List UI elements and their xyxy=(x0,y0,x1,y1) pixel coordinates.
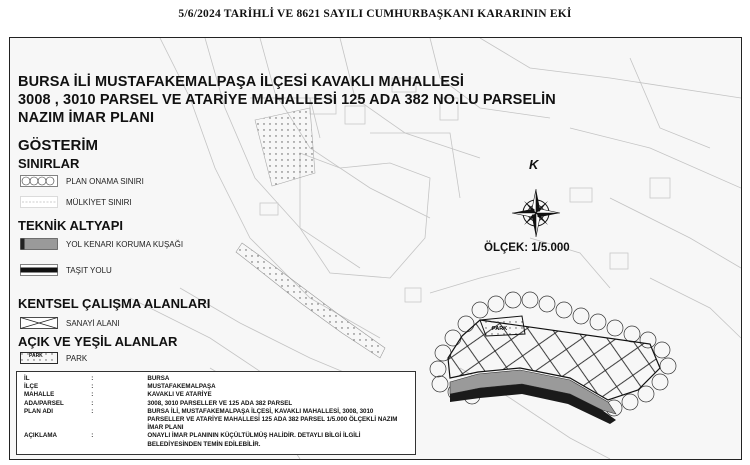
north-label: K xyxy=(529,157,539,172)
plan-info-box xyxy=(16,371,416,455)
legend-heading: GÖSTERİM xyxy=(18,137,99,154)
vehicle-road-symbol xyxy=(20,264,58,276)
park-map-label: PARK xyxy=(492,326,508,332)
info-value: 3008, 3010 PARSELLER VE 125 ADA 382 PARSEL xyxy=(147,399,293,407)
info-key: MAHALLE xyxy=(24,391,55,399)
plan-approval-boundary-symbol xyxy=(20,175,58,187)
info-sep: : xyxy=(91,432,94,440)
industrial-area-symbol xyxy=(20,317,58,329)
info-key: AÇIKLAMA xyxy=(24,432,57,440)
info-sep: : xyxy=(91,375,94,382)
legend-item-plan-approval: PLAN ONAMA SINIRI xyxy=(66,177,144,186)
plan-title-line-3: NAZIM İMAR PLANI xyxy=(18,110,155,126)
property-boundary-symbol xyxy=(20,196,58,208)
info-key: İLÇE xyxy=(24,383,39,391)
info-row xyxy=(21,383,415,391)
legend-item-industrial: SANAYİ ALANI xyxy=(66,319,120,328)
park-symbol-text: PARK xyxy=(29,353,43,359)
legend-item-property: MÜLKİYET SINIRI xyxy=(66,198,132,207)
scale-label: ÖLÇEK: 1/5.000 xyxy=(484,242,570,254)
info-row xyxy=(21,400,415,408)
plan-title-line-2: 3008 , 3010 PARSEL VE ATARİYE MAHALLESİ 125 ADA 382 NO.LU PARSELİN xyxy=(18,92,556,108)
dotted-strip xyxy=(236,243,385,358)
legend-section-green-areas: AÇIK VE YEŞİL ALANLAR xyxy=(18,334,178,349)
info-value: BURSA xyxy=(147,375,170,382)
legend-section-urban-work: KENTSEL ÇALIŞMA ALANLARI xyxy=(18,296,211,311)
road-buffer-symbol xyxy=(20,238,58,250)
legend-item-road-buffer: YOL KENARI KORUMA KUŞAĞI xyxy=(66,240,184,249)
legend-item-vehicle-road: TAŞIT YOLU xyxy=(66,266,112,275)
plan-title xyxy=(18,73,556,127)
info-row xyxy=(21,391,415,399)
info-value: MUSTAFAKEMALPAŞA xyxy=(147,383,216,391)
map-frame xyxy=(9,37,742,460)
info-value: ONAYLI İMAR PLANININ KÜÇÜLTÜLMÜŞ HALİDİR. DETAYLI BİLGİ İLGİLİ BELEDİYESİNDEN TEMİN EDİLEBİLİR. xyxy=(147,432,361,448)
legend-section-infrastructure: TEKNİK ALTYAPI xyxy=(18,218,123,233)
info-row xyxy=(21,432,415,448)
info-sep: : xyxy=(91,407,94,415)
plan-title-line-1: BURSA İLİ MUSTAFAKEMALPAŞA İLÇESİ KAVAKLI MAHALLESİ xyxy=(18,74,464,90)
legend-section-borders: SINIRLAR xyxy=(18,156,80,171)
info-value: KAVAKLI VE ATARİYE xyxy=(147,391,212,399)
legend-item-park: PARK xyxy=(66,354,88,363)
north-arrow-icon xyxy=(512,189,560,237)
info-key: İL xyxy=(24,375,30,382)
info-sep: : xyxy=(91,391,94,399)
info-value: BURSA İLİ, MUSTAFAKEMALPAŞA İLÇESİ, KAVAKLI MAHALLESİ, 3008, 3010 PARSELLER VE ATARİYE MAHALLESİ 125 ADA 382 PARSEL 1/5.000 ÖLÇEKLİ NAZIM İMAR PLANI xyxy=(147,407,398,432)
info-key: PLAN ADI xyxy=(24,407,53,415)
info-sep: : xyxy=(91,399,94,407)
info-row xyxy=(21,408,415,433)
info-key: ADA/PARSEL xyxy=(24,399,64,407)
info-sep: : xyxy=(91,383,94,391)
decree-title: 5/6/2024 TARİHLİ VE 8621 SAYILI CUMHURBAŞKANI KARARININ EKİ xyxy=(178,8,572,20)
info-row xyxy=(21,375,415,383)
